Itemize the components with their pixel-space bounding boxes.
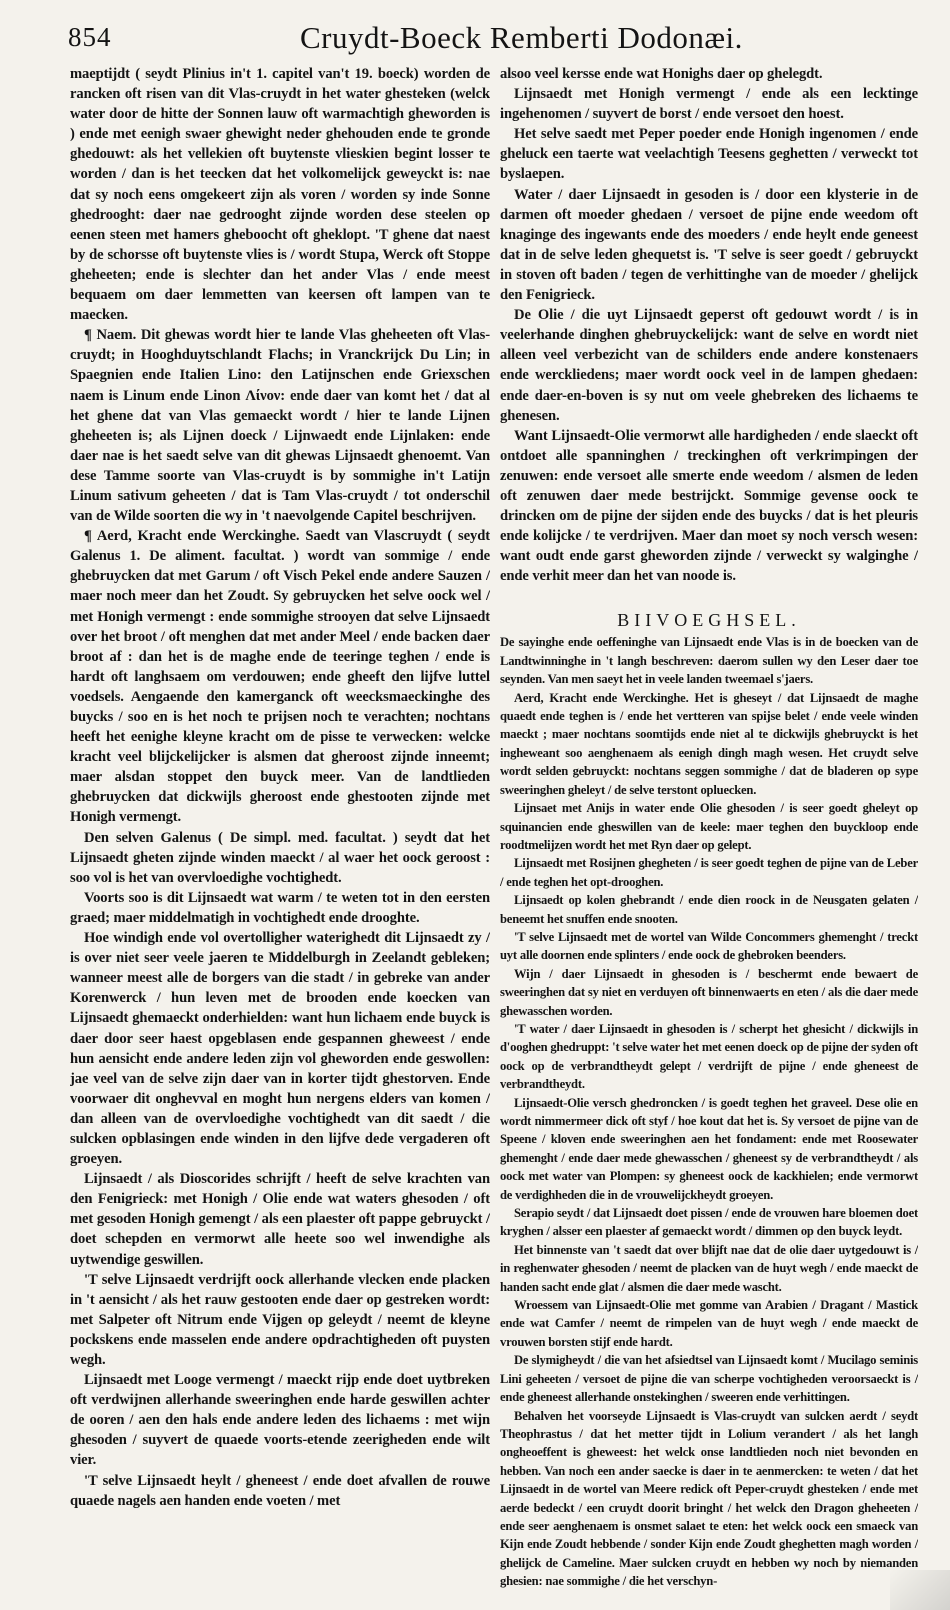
paragraph: 'T selve Lijnsaedt verdrijft oock allerhande vlecken ende placken in 't aensicht / als het rauw gestooten ende daer op gestreken wordt: met Salpeter oft Nitrum ende Vijgen op geleydt / neemt de kleyne pockskens ende masselen ende andere opdrachtigheden oft puysten wegh. <box>70 1271 490 1368</box>
page-number: 854 <box>68 22 112 52</box>
paragraph: Den selven Galenus ( De simpl. med. facultat. ) seydt dat het Lijnsaedt gheten zijnde winden maeckt / al waer het oock geroost : soo vol is het van overvloedighe vochtighedt. <box>70 829 490 886</box>
addition-paragraph: Lijnsaet met Anijs in water ende Olie ghesoden / is seer goedt gheleyt op squinancien ende gheswillen van de keele: maer teghen den buyckloop ende roodtmelijzen wordt het met Ryn daer op gelept. <box>500 801 918 852</box>
paragraph: alsoo veel kersse ende wat Honighs daer op ghelegdt. <box>500 66 823 82</box>
addition-paragraph: Aerd, Kracht ende Werckinghe. Het is gheseyt / dat Lijnsaedt de maghe quaedt ende teghen is / ende het vertteren van spijse belet / ende veele winden maeckt ; maer nochtans soomtijds ende niet al te dickwijls ghebruyckt is het ingheweant soo aenghenaem als eenigh dingh magh wesen. Het cruydt selve wordt selden gebruyckt: nochtans seggen sommighe / dat de bladeren op sype sweeringhen gheleyt / de selve terstont opluecken. <box>500 690 918 797</box>
right-column <box>500 64 918 1608</box>
paragraph: Voorts soo is dit Lijnsaedt wat warm / te weten tot in den eersten graed; maer middelmatigh in vochtighedt ende drooghte. <box>70 889 490 926</box>
addition-paragraph: Serapio seydt / dat Lijnsaedt doet pissen / ende de vrouwen hare bloemen doet kryghen / alsser een plaester af gemaeckt wordt / dimmen op den buyck leydt. <box>500 1206 918 1239</box>
addition-paragraph: De sayinghe ende oeffeninghe van Lijnsaedt ende Vlas is in de boecken van de Landtwinninghe in 't langh beschreven: daerom sullen wy den Leser daer toe seynden. Van men saeyt het in veele landen tweemael s'jaers. <box>500 635 918 687</box>
addition-paragraph: Wijn / daer Lijnsaedt in ghesoden is / beschermt ende bewaert de sweeringhen dat sy niet en verduyen oft binnenwaerts en eten / als die daer mede ghewasschen worden. <box>500 966 918 1018</box>
paragraph: Het selve saedt met Peper poeder ende Honigh ingenomen / ende gheluck een taerte wat veelachtigh Teesens geghetten / verweckt tot byslaepen. <box>500 126 918 183</box>
paragraph: Want Lijnsaedt-Olie vermorwt alle hardigheden / ende slaeckt oft ontdoet alle spanninghen / treckinghen oft verkrimpingen der zenuwen: ende versoet alle smerte ende weedom / alsmen de leden oft zenuwen daer mede bestrijckt. Sommige gevense oock te drincken om de pijne der sijden ende des buycks / dat is het pleuris ende kolijcke / te verdrijven. Maer dan moet sy noch versch wesen: want oudt ende garst gheworden zijnde / verweckt sy walginghe / ende verhit meer dan het van noode is. <box>500 427 918 585</box>
addition-paragraph: Lijnsaedt op kolen ghebrandt / ende dien roock in de Neusgaten gelaten / beneemt het snuffen ende snooten. <box>500 893 918 926</box>
running-title: Cruydt-Boeck Remberti Dodonæi. <box>300 20 743 55</box>
page-corner-shadow <box>890 1570 950 1610</box>
addition-paragraph: Het binnenste van 't saedt dat over blijft nae dat de olie daer uytgedouwt is / in reghenwater ghesoden / neemt de placken van de huyt wegh / ende maeckt de handen sacht ende glat / alsmen die daer mede wascht. <box>500 1242 918 1294</box>
paragraph: ¶ Naem. Dit ghewas wordt hier te lande Vlas gheheeten oft Vlas-cruydt; in Hooghduytschlandt Flachs; in Vranckrijck Du Lin; in Spaegnien ende Italien Lino: den Latijnschen ende Griexschen naem is Linum ende Linon Λίνον: ende daer van komt het / dat al het ghene dat van Vlas gemaeckt wordt / hier te lande Lijnen gheheeten is; als Lijnen doeck / Lijnwaedt ende Lijnlaken: ende daer nae is het saedt selve van dit ghewas Lijnsaedt ghenoemt. Van dese Tamme soorte van Vlas-cruydt is by sommighe in't Latijn Linum sativum geheeten / dat is Tam Vlas-cruydt / tot onderschil van de Wilde soorten die wy in 't naevolgende Capitel beschrijven. <box>70 327 490 525</box>
paragraph: Water / daer Lijnsaedt in gesoden is / door een klysterie in de darmen oft moeder ghedaen / versoet de pijne ende weedom oft knaginge des ingewants ende des moeders / ende heylt ende geneest dat in de selve leden ghequetst is. 'T selve is seer goedt / gebruyckt in stoven oft baden / tegen de verhittinghe van de moeder / ghelijck den Fenigrieck. <box>500 186 918 304</box>
addition-paragraph: Behalven het voorseyde Lijnsaedt is Vlas-cruydt van sulcken aerdt / seydt Theophrastus / dat het metter tijdt in Lolium verandert / als het langh ongheoeffent is gheweest: het welck onse landtlieden noch niet bevonden en hebben. Van noch een ander saecke is daer in te aenmercken: te weten / dat het Lijnsaedt in de wortel van Meere redick oft Peper-cruydt ghesteken / ende met aerde bedeckt / een cruydt doorit bringht / het welck den Dragon gheheeten / ende seer aenghenaem is onsmet salaet te eten: het welck oock een smaeck van Kijn ende Zoudt hebbende / sonder Kijn ende Zoudt gheghetten magh worden / ghelijck de Cameline. Maer sulcken cruydt en hebben wy noch by niemanden ghesien: nae sommighe / die het verschyn- <box>500 1408 918 1589</box>
paragraph: Lijnsaedt / als Dioscorides schrijft / heeft de selve krachten van den Fenigrieck: met Honigh / Olie ende wat waters ghesoden / oft met gesoden Honigh gemengt / als een plaester oft pappe gebruyckt / doet schepden en vermorwt alle heete soo wel inwendighe als uytwendige geswillen. <box>70 1171 490 1268</box>
paragraph: De Olie / die uyt Lijnsaedt geperst oft gedouwt wordt / is in veelerhande dinghen ghebruyckelijck: want de selve en wordt niet alleen veel verbezicht van de schilders ende andere konstenaers ende werckliedens; maer wordt oock veel in de lampen ghedaen: ende daer-en-boven is sy nut om veele ghebreken des lichaems te ghenesen. <box>500 307 918 424</box>
paragraph: 'T selve Lijnsaedt heylt / gheneest / ende doet afvallen de rouwe quaede nagels aen handen ende voeten / met <box>70 1472 490 1509</box>
addition-paragraph: 'T selve Lijnsaedt met de wortel van Wilde Concommers ghemenght / treckt uyt alle doornen ende splinters / ende oock de ghebroken beenders. <box>500 929 918 963</box>
paragraph: maeptijdt ( seydt Plinius in't 1. capitel van't 19. boeck) worden de rancken oft risen van dit Vlas-cruydt in het water ghesteken (welck water door de hitte der Sonnen lauw oft warmachtigh gheworden is ) ende met eenigh swaer ghewight neder ghehouden ende te gronde ghedouwt: als het vellekien oft buytenste vlieskien begint losser te worden / dan is het teecken dat het volkomelijck geweyckt is: nae dat sy noch eens omgekeert zijn als voren / worden sy inde Sonne ghedrooght: daer nae gedrooght zijnde worden dese steelen op eenen steen met hamers gheboocht oft gheklopt. 'T ghene dat naest by de schorsse oft buytenste vlies is / wordt Stupa, Werck oft Stoppe gheheeten; ende is slechter dan het ander Vlas / ende meest bequaem om daer lemmetten van keersen oft lampen van te maecken. <box>70 66 490 324</box>
addition-paragraph: Lijnsaedt-Olie versch ghedroncken / is goedt teghen het graveel. Dese olie en wordt nimmermeer dick oft styf / hoe kout dat het is. Sy versoet de pijne van de Speene / kloven ende sweeringhen aen het fondament: ende met Roosewater ghemenght / ende daer mede ghewasschen / gheneest sy de verbrandtheydt / als oock met water van Plompen: sy gheneest oock de kackhielen; ende vermorwt de verdighheden die in de vrouwelijckheydt groeyen. <box>500 1095 918 1202</box>
left-column <box>70 64 490 1608</box>
paragraph: Lijnsaedt met Looge vermengt / maeckt rijp ende doet uytbreken oft verdwijnen allerhande sweeringhen ende harde geswillen achter de ooren / aen den hals ende andere leden des lichaems : met wijn ghesoden / suyvert de quaede voorts-etende zeerigheden ende wilt vier. <box>70 1372 490 1469</box>
paragraph: Hoe windigh ende vol overtolligher waterighedt dit Lijnsaedt zy / is over niet seer veele jaeren te Middelburgh in Zeelandt gebleken; wanneer meest alle de borgers van die stadt / in gebreke van ander Korenwerck / hun leven met de brooden ende koecken van Lijnsaedt ghemaeckt onderhielden: want hun lichaem ende buyck is daer door seer haest opgeblasen ende gespannen gheweest / ende hun aensicht ende andere leden zijn vol gheworden ende geswollen: jae veel van de selve zijn daer van in korter tijdt ghestorven. Ende voorwaer dit onghevval en moght hun nergens elders van komen / dan alleen van de overvloedighe vochtighedt van dit saedt / die sulcken opblasingen ende winden in den lijfve dede vergaderen oft groeyen. <box>70 930 490 1168</box>
addition-paragraph: Wroessem van Lijnsaedt-Olie met gomme van Arabien / Dragant / Mastick ende wat Camfer / neemt de rimpelen van de huyt wegh / ende maeckt de vrouwen borsten stijf ende hardt. <box>500 1298 918 1349</box>
addition-paragraph: De slymigheydt / die van het afsiedtsel van Lijnsaedt komt / Mucilago seminis Lini geheeten / versoet de pijne die van scherpe vochtigheden veroorsaeckt is / ende gheneest allerhande onstekinghen / sweeren ende verhittingen. <box>500 1353 918 1405</box>
paragraph: Lijnsaedt met Honigh vermengt / ende als een lecktinge ingehenomen / suyvert de borst / ende versoet den hoest. <box>500 86 918 123</box>
page-header <box>68 10 908 62</box>
addition-paragraph: 'T water / daer Lijnsaedt in ghesoden is / scherpt het ghesicht / dickwijls in d'ooghen ghedruppt: 't selve water het met eenen doeck op de pijne der syden oft oock op de verbrandtheydt gelept / verdrijft de pijne / ende gheneest de verbrandtheydt. <box>500 1021 918 1092</box>
section-heading: BIIVOEGHSEL. <box>617 610 801 631</box>
paragraph: ¶ Aerd, Kracht ende Werckinghe. Saedt van Vlascruydt ( seydt Galenus 1. De aliment. facultat. ) wordt van sommige / ende ghebruycken dat met Garum / oft Visch Pekel ende andere Sauzen / maer noch meer dan het Zoudt. Sy gebruycken het selve oock wel / met Honigh vermengt : ende sommighe strooyen dat selve Lijnsaedt over het broot / oft menghen dat met ander Meel / ende backen daer broot af : dan het is de maghe ende de teeringe teghen / ende is hardt oft langhsaem om verdouwen; ende gheeft den lijfve luttel voedsels. Aengaende den kamerganck oft weecksmaeckinghe des buycks / soo en is het noch te prijsen noch te verachten; nochtans heeft het eenighe kleyne kracht om de pisse te verwecken: welcke kracht veel blijckelijcker is alsmen dat gheroost zijnde inneemt; maer alsdan stoppet den buyck meer. Van de landtlieden ghebruycken dat dickwijls gheroost ende ghestooten zijnde met Honigh vermengt. <box>70 528 490 826</box>
addition-paragraph: Lijnsaedt met Rosijnen ghegheten / is seer goedt teghen de pijne van de Leber / ende teghen het opt-drooghen. <box>500 856 918 889</box>
